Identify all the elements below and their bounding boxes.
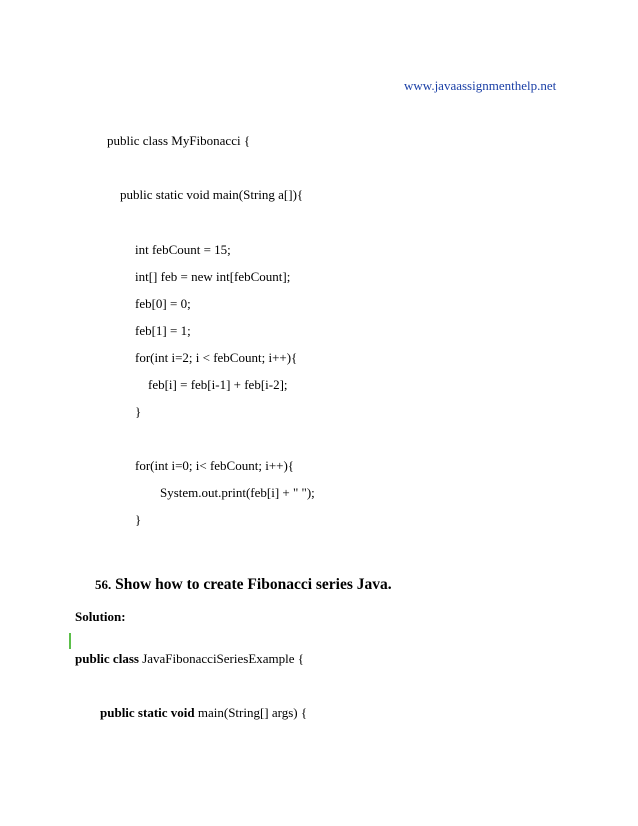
text-cursor: [69, 633, 71, 649]
code-line: System.out.print(feb[i] + " ");: [160, 485, 315, 500]
code-line: }: [135, 404, 142, 419]
header-website-link[interactable]: www.javaassignmenthelp.net: [404, 78, 557, 93]
code-line: feb[1] = 1;: [135, 323, 191, 338]
code-line: int[] feb = new int[febCount];: [135, 269, 291, 284]
question-number: 56.: [95, 577, 112, 592]
solution-label: Solution:: [75, 609, 126, 624]
code-keyword: public class: [75, 651, 139, 666]
code-line: }: [135, 512, 142, 527]
code-line: for(int i=2; i < febCount; i++){: [135, 350, 298, 365]
code-main-signature: main(String[] args) {: [194, 705, 308, 720]
code-line: feb[i] = feb[i-1] + feb[i-2];: [148, 377, 288, 392]
code-class-declaration: public class MyFibonacci {: [107, 133, 251, 148]
code-main-declaration: public static void main(String a[]){: [120, 187, 304, 202]
question-text: Show how to create Fibonacci series Java.: [115, 576, 392, 593]
code-line: int febCount = 15;: [135, 242, 231, 257]
code-line: for(int i=0; i< febCount; i++){: [135, 458, 295, 473]
code-class-line: [75, 651, 304, 667]
code-class-name: JavaFibonacciSeriesExample {: [138, 651, 305, 666]
code-line: feb[0] = 0;: [135, 296, 191, 311]
code-main-line: [100, 705, 307, 721]
code-keyword: public static void: [100, 705, 195, 720]
question-heading: [95, 576, 392, 594]
